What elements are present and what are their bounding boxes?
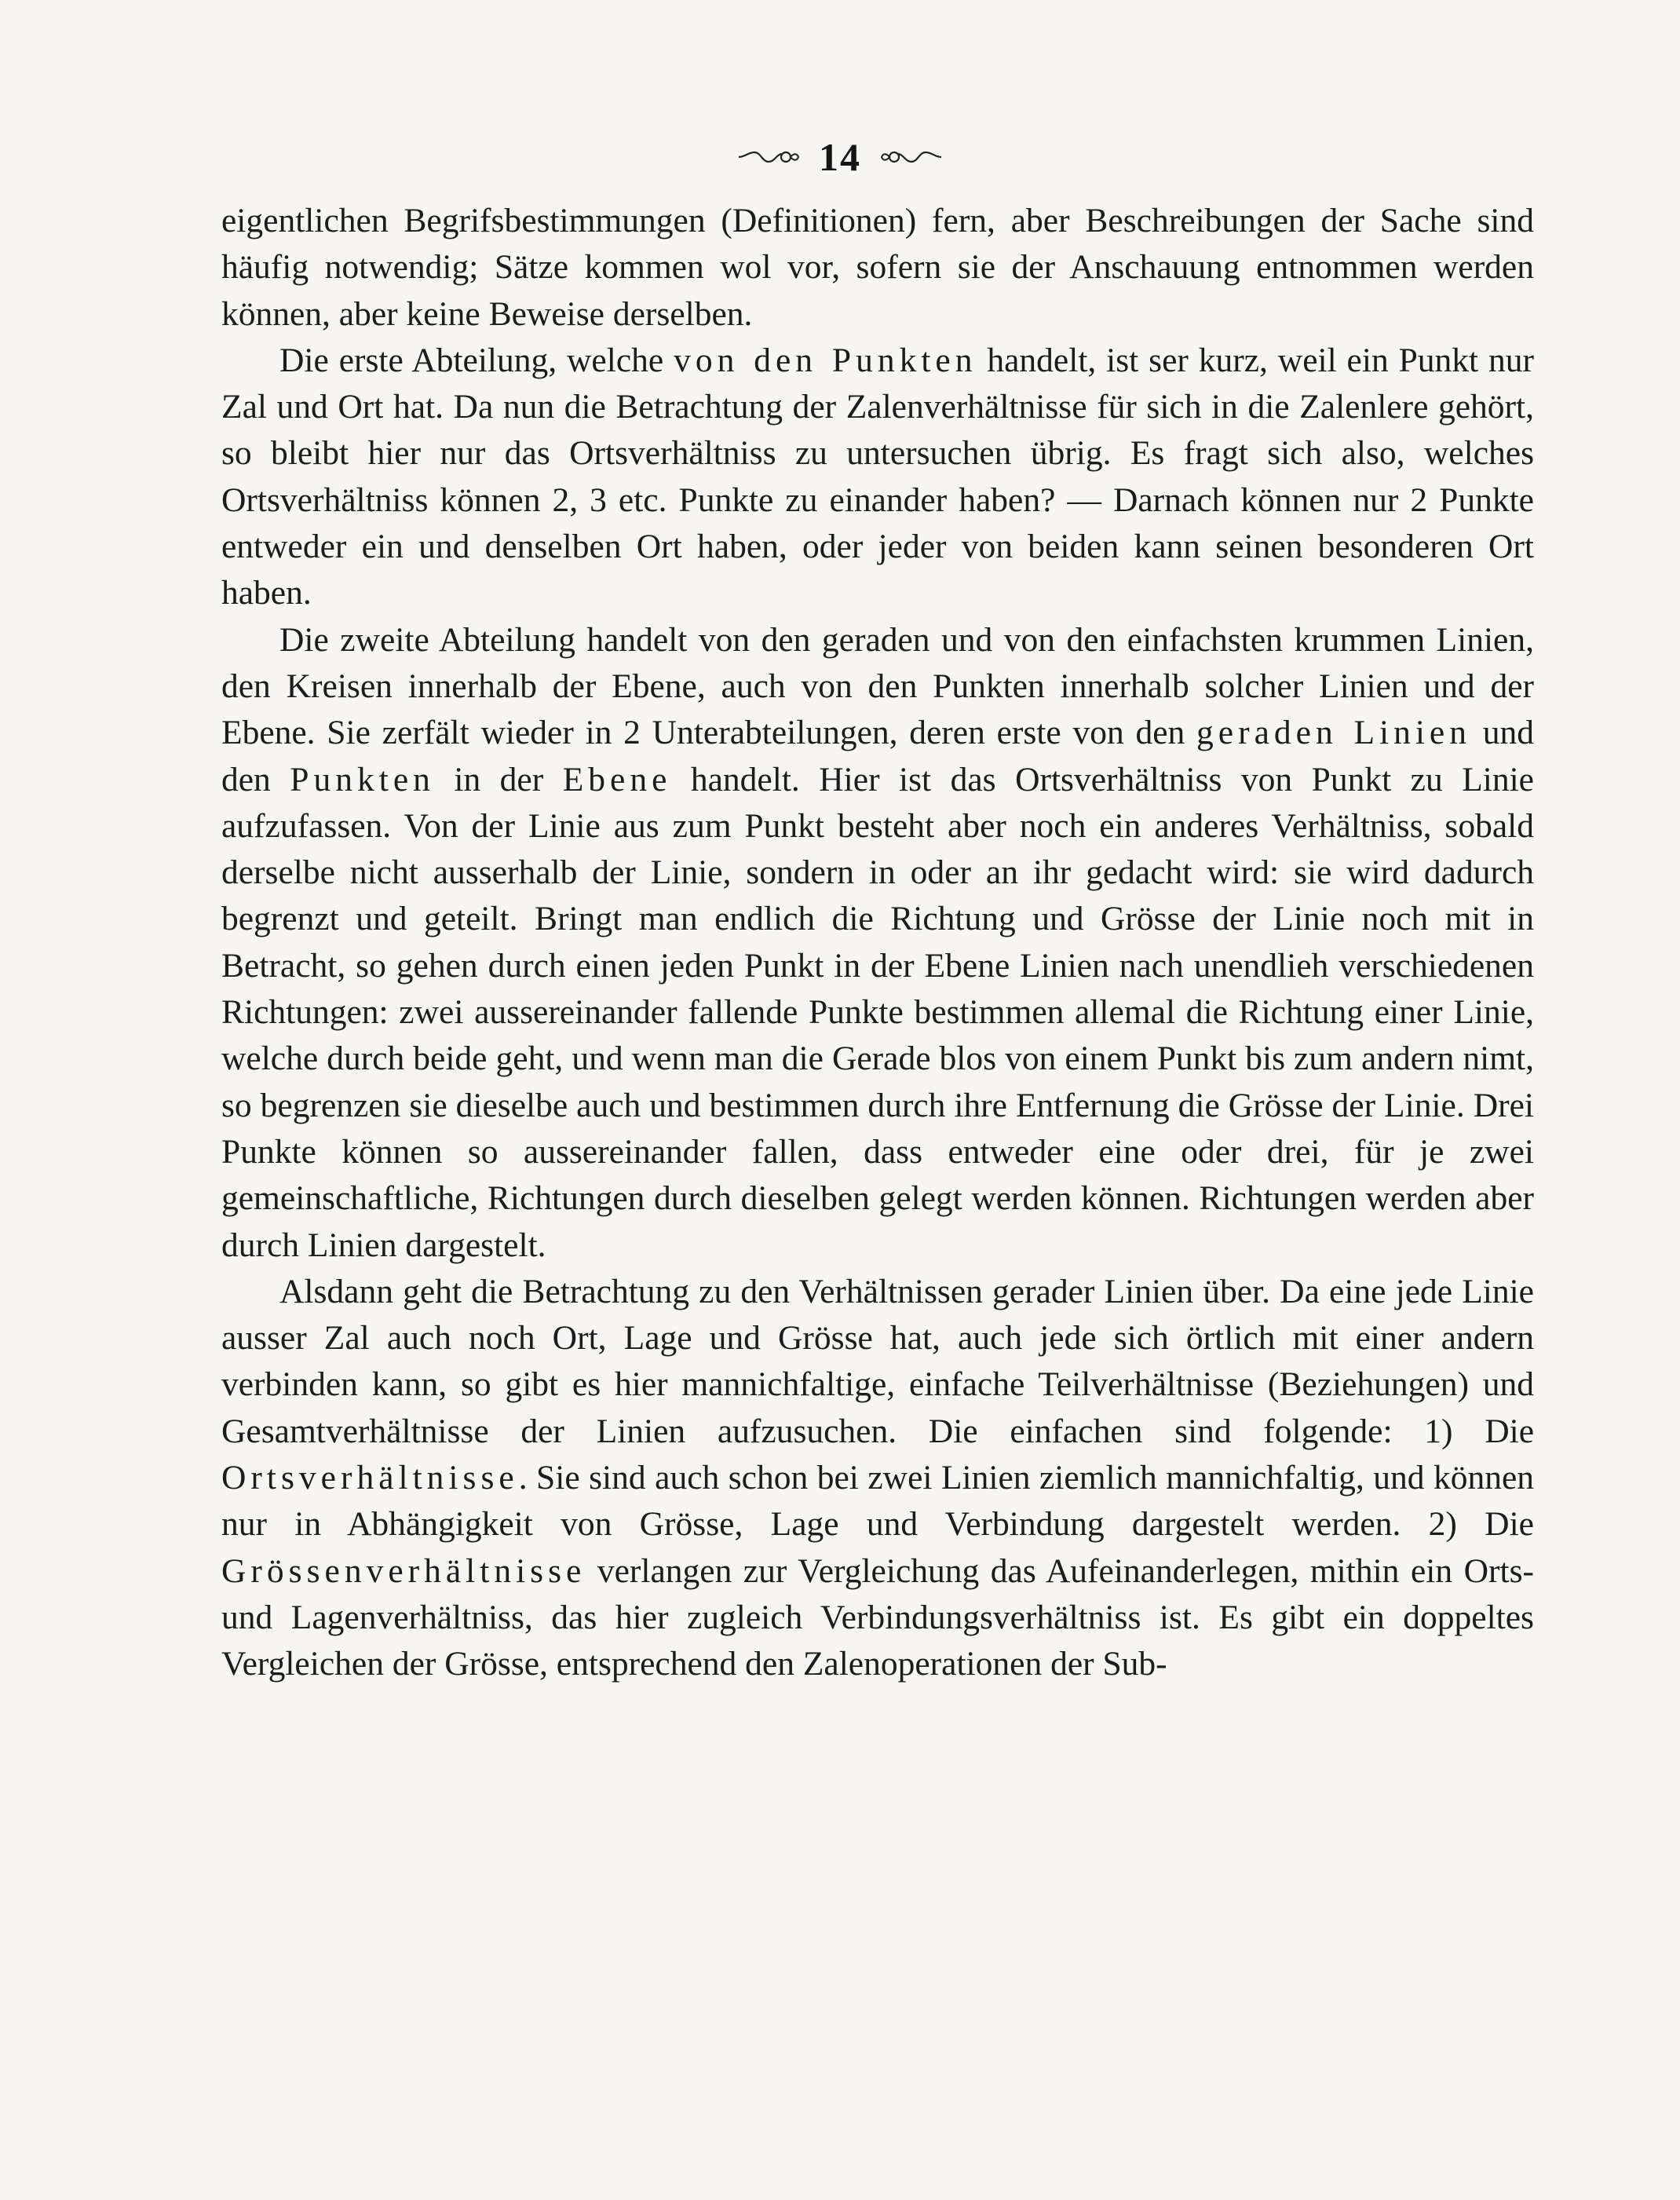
p4-seg-spaced: Ortsverhältnisse [221,1459,519,1497]
paragraph-4 [221,1269,1534,1688]
p3-seg: Die zweite Abteilung handelt von den geraden und von den einfachsten krummen Linien, den Kreisen innerhalb der Ebene, auch von den Punkten innerhalb solcher Linien und der Ebene. Sie zerfält wieder in 2 Unterabteilungen, deren erste von den [221,620,1534,752]
p3-seg-spaced: Ebene [562,760,672,799]
p2-seg-spaced: von den Punkten [674,341,977,379]
ornament-right-icon [880,145,943,169]
p4-seg: Alsdann geht die Betrachtung zu den Verhältnissen gerader Linien über. Da eine jede Linie ausser Zal auch noch Ort, Lage und Grösse hat, auch jede sich örtlich mit einer andern verbinden kann, so gibt es hier mannichfaltige, einfache Teilverhältnisse (Beziehungen) und Gesamtverhältnisse der Linien aufzusuchen. Die einfachen sind folgende: 1) Die [221,1272,1534,1450]
p2-seg: Die erste Abteilung, welche [279,341,674,379]
p3-seg: handelt. Hier ist das Ortsverhältniss von Punkt zu Linie aufzufassen. Von der Linie aus zum Punkt besteht aber noch ein anderes Verhältniss, sobald derselbe nicht ausserhalb der Linie, sondern in oder an ihr gedacht wird: sie wird dadurch begrenzt und geteilt. Bringt man endlich die Richtung und Grösse der Linie noch mit in Betracht, so gehen durch einen jeden Punkt in der Ebene Linien nach unendlieh verschiedenen Richtungen: zwei aussereinander fallende Punkte bestimmen allemal die Richtung einer Linie, welche durch beide geht, und wenn man die Gerade blos von einem Punkt bis zum andern nimt, so begrenzen sie dieselbe auch und bestimmen durch ihre Entfernung die Grösse der Linie. Drei Punkte können so aussereinander fallen, dass entweder eine oder drei, für je zwei gemeinschaftliche, Richtungen durch dieselben gelegt werden können. Richtungen werden aber durch Linien dargestelt. [221,760,1534,1264]
p4-seg-spaced: Grössenverhältnisse [221,1551,586,1590]
body-text [221,198,1534,1688]
ornament-left-icon [737,145,800,169]
p4-seg: verlangen zur Vergleichung das Aufeinanderlegen, mithin ein Orts- und Lagenverhältniss, das hier zugleich Verbindungsverhältniss ist. Es gibt ein doppeltes Vergleichen der Grösse, entsprechend den Zalenoperationen der Sub- [221,1551,1534,1683]
p3-seg-spaced: Punkten [290,760,435,799]
page-number: 14 [819,135,861,179]
paragraph-1-text: eigentlichen Begrifsbestimmungen (Definitionen) fern, aber Beschreibungen der Sache sind häufig notwendig; Sätze kommen wol vor, sofern sie der Anschauung entnommen werden können, aber keine Beweise derselben. [221,202,1534,333]
p3-seg: in der [434,760,563,799]
p4-seg: . Sie sind auch schon bei zwei Linien ziemlich mannichfaltig, und können nur in Abhängigkeit von Grösse, Lage und Verbindung dargestelt werden. 2) Die [221,1459,1534,1544]
paragraph-3 [221,617,1534,1269]
paragraph-2 [221,338,1534,617]
page-header [0,132,1680,182]
p3-seg: und den [221,714,1534,799]
p2-seg: handelt, ist ser kurz, weil ein Punkt nur Zal und Ort hat. Da nun die Betrachtung der Zalenverhältnisse für sich in die Zalenlere gehört, so bleibt hier nur das Ortsverhältniss zu untersuchen übrig. Es fragt sich also, welches Ortsverhältniss können 2, 3 etc. Punkte zu einander haben? — Darnach können nur 2 Punkte entweder ein und denselben Ort haben, oder jeder von beiden kann seinen besonderen Ort haben. [221,341,1534,612]
paragraph-1 [221,198,1534,338]
p3-seg-spaced: geraden Linien [1196,714,1471,752]
